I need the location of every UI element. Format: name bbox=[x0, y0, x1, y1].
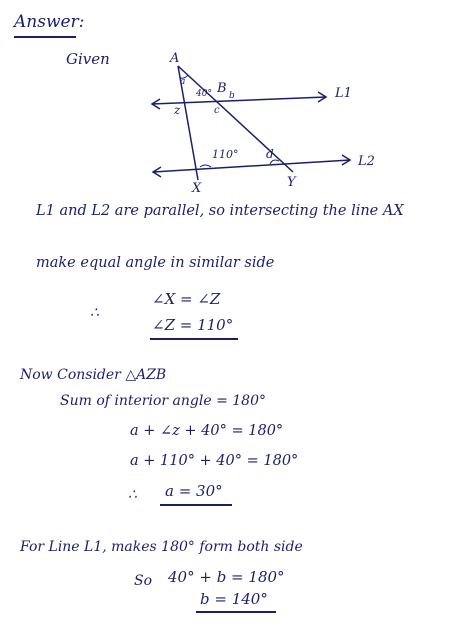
geometry-figure bbox=[0, 0, 474, 200]
angle-110-label: 110° bbox=[212, 148, 239, 161]
angle-a-label: a bbox=[180, 77, 186, 87]
angle-40-label: 40° bbox=[196, 89, 212, 99]
equation-a-110-40: a + 110° + 40° = 180° bbox=[130, 453, 299, 469]
sum-interior-angle: Sum of interior angle = 180° bbox=[60, 393, 266, 409]
label-y: Y bbox=[287, 175, 296, 190]
answer-heading: Answer: bbox=[14, 12, 85, 32]
equation-40-b: 40° + b = 180° bbox=[168, 568, 285, 586]
given-label: Given bbox=[66, 50, 110, 68]
statement-line-2: make equal angle in similar side bbox=[36, 255, 275, 271]
angle-d-label: d bbox=[266, 147, 274, 161]
equation-z-110: ∠Z = 110° bbox=[152, 316, 234, 334]
equation-z-110-underline bbox=[150, 338, 238, 340]
label-a: A bbox=[170, 51, 180, 66]
equation-a-30-underline bbox=[160, 504, 232, 506]
angle-c-label: c bbox=[214, 105, 220, 116]
angle-b-label: b bbox=[229, 91, 235, 101]
label-x: X bbox=[192, 181, 202, 196]
statement-line-1: L1 and L2 are parallel, so intersecting the line AX bbox=[36, 203, 404, 219]
equation-x-equals-z: ∠X = ∠Z bbox=[152, 290, 221, 308]
therefore-symbol: ∴ bbox=[90, 305, 99, 321]
equation-b-140-underline bbox=[196, 611, 276, 613]
label-l2: L2 bbox=[358, 154, 375, 169]
line-l2 bbox=[153, 160, 350, 172]
consider-triangle: Now Consider △AZB bbox=[20, 367, 167, 383]
angle-z-label: z bbox=[174, 103, 181, 117]
label-l1: L1 bbox=[335, 86, 352, 101]
equation-b-140: b = 140° bbox=[200, 590, 268, 608]
therefore-symbol-2: ∴ bbox=[128, 487, 137, 503]
equation-a-30: a = 30° bbox=[165, 482, 223, 500]
so-label: So bbox=[134, 573, 153, 589]
label-b: B bbox=[217, 81, 227, 96]
angle-110-arc bbox=[200, 165, 211, 167]
line-l1-statement: For Line L1, makes 180° form both side bbox=[20, 539, 303, 555]
equation-a-z-40: a + ∠z + 40° = 180° bbox=[130, 423, 284, 439]
